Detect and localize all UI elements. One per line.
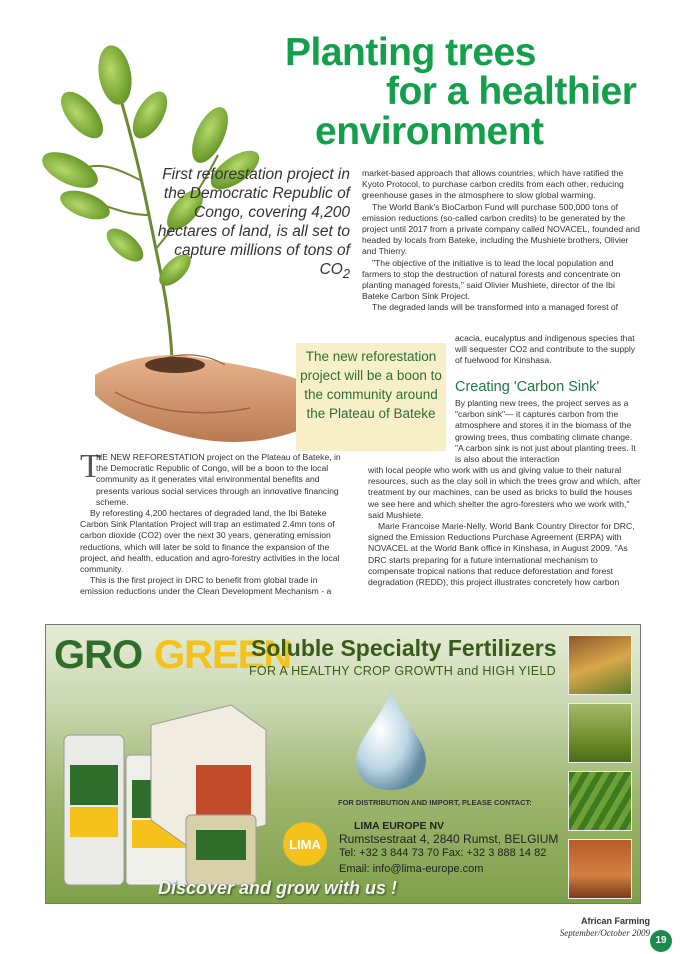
article-column-right-top — [362, 168, 642, 314]
page-number: 19 — [650, 930, 672, 952]
ad-email: Email: info@lima-europe.com — [339, 863, 484, 875]
brand-logo-gro: GRO — [54, 633, 143, 677]
paragraph: HE NEW REFORESTATION project on the Plateau of Bateke, in the Democratic Republic of Congo, will be a boon to the local community as it generates vital environmental benefits and presents various social services through an innovative financing scheme. — [96, 452, 341, 507]
paragraph: This is the first project in DRC to benefit from global trade in emission reductions under the Clean Development Mechanism - a — [80, 575, 332, 597]
ad-photo-farmer-bananas — [568, 635, 632, 695]
ad-slogan: FOR A HEALTHY CROP GROWTH and HIGH YIELD — [249, 664, 556, 678]
standfirst-text: First reforestation project in the Democratic Republic of Congo, covering 4,200 hectares of land, is all set to capture millions of tons of CO — [157, 166, 350, 278]
pull-quote: The new reforestation project will be a boon to the community around the Plateau of Bateke — [296, 343, 446, 451]
headline-line-1: Planting trees — [285, 31, 536, 74]
svg-text:LIMA: LIMA — [289, 837, 321, 852]
water-drop-graphic — [346, 685, 436, 795]
section-subheading: Creating 'Carbon Sink' — [455, 379, 600, 395]
footer-issue-date: September/October 2009 — [559, 928, 650, 938]
standfirst — [150, 165, 350, 283]
article-column-right-mid — [455, 333, 642, 367]
paragraph: By planting new trees, the project serves as a "carbon sink"— it captures carbon from the atmosphere and stores it in the biomass of the growing trees, thus combating climate change. "A carbon sink is not just about planting trees. It is also about the interaction — [455, 398, 636, 465]
footer-publication: African Farming — [580, 916, 650, 926]
ad-photo-soil-plot — [568, 839, 632, 899]
paragraph: acacia, eucalyptus and indigenous species that will sequester CO2 and contribute to the supply of fuelwood for Kinshasa. — [455, 333, 636, 366]
ad-tagline: Discover and grow with us ! — [158, 878, 398, 898]
lima-logo — [282, 821, 328, 867]
article-column-left — [80, 448, 350, 598]
ad-address: Rumstsestraat 4, 2840 Rumst, BELGIUM — [339, 832, 559, 846]
article-column-carbon-sink — [455, 398, 642, 465]
paragraph: with local people who work with us and giving value to their natural resources, such as the clay soil in which the trees grow and which, after treatment by our machines, can be used as bricks to build the houses we see here and which shelter the agro-foresters who we work with," said Mushiete. — [368, 465, 641, 520]
ad-contact-intro: FOR DISTRIBUTION AND IMPORT, PLEASE CONTACT: — [338, 798, 532, 807]
drop-cap: T — [80, 448, 101, 485]
fertilizer-packages-graphic — [56, 695, 286, 895]
paragraph: The degraded lands will be transformed into a managed forest of — [372, 302, 619, 313]
grogreen-advert — [45, 624, 641, 904]
paragraph: market-based approach that allows countries, which have ratified the Kyoto Protocol, to purchase carbon credits from each other, reducing greenhouse gases in the atmosphere to slow global warming. — [362, 168, 624, 201]
ad-company-name: LIMA EUROPE NV — [354, 820, 445, 832]
paragraph: Marie Francoise Marie-Nelly, World Bank Country Director for DRC, signed the Emission Reductions Purchase Agreement (ERPA) with NOVACEL at the World Bank office in Kinshasa, in August 2009. "As DRC starts preparing for a future international mechanism to compensate tropical nations that reduce deforestation and forest degradation (REDD), this project illustrates concretely how carbon — [368, 521, 635, 588]
standfirst-subscript: 2 — [342, 266, 350, 282]
headline-line-3: environment — [315, 110, 544, 153]
paragraph: "The objective of the initiative is to lead the local population and farmers to stop the destruction of natural forests and concentrate on planting managed forests," said Olivier Mushiete, director of the Ibi Bateke Carbon Sink Project. — [362, 257, 621, 302]
paragraph: By reforesting 4,200 hectares of degraded land, the Ibi Bateke Carbon Sink Plantation Project will trap an estimated 2.4mn tons of carbon dioxide (CO2) over the next 30 years, generating emission reductions, which will later be sold to finance the expansion of the project, and health, education and agro-forestry activities in the local community. — [80, 508, 340, 575]
ad-phone-fax: Tel: +32 3 844 73 70 Fax: +32 3 888 14 82 — [339, 847, 547, 859]
ad-photo-field-worker — [568, 703, 632, 763]
ad-photo-crop-rows — [568, 771, 632, 831]
headline-line-2: for a healthier — [386, 70, 637, 113]
paragraph: The World Bank's BioCarbon Fund will purchase 500,000 tons of emission reductions (so-called carbon credits) to be generated by the project until 2017 from a private company called NOVACEL, founded and headed by locals from Bateke, including the Mushiete brothers, Olivier and Thierry. — [362, 201, 640, 257]
brand-logo-green: GREEN — [154, 633, 292, 677]
ad-product-type: Soluble Specialty Fertilizers — [251, 635, 557, 661]
article-column-right-bottom — [368, 465, 642, 588]
